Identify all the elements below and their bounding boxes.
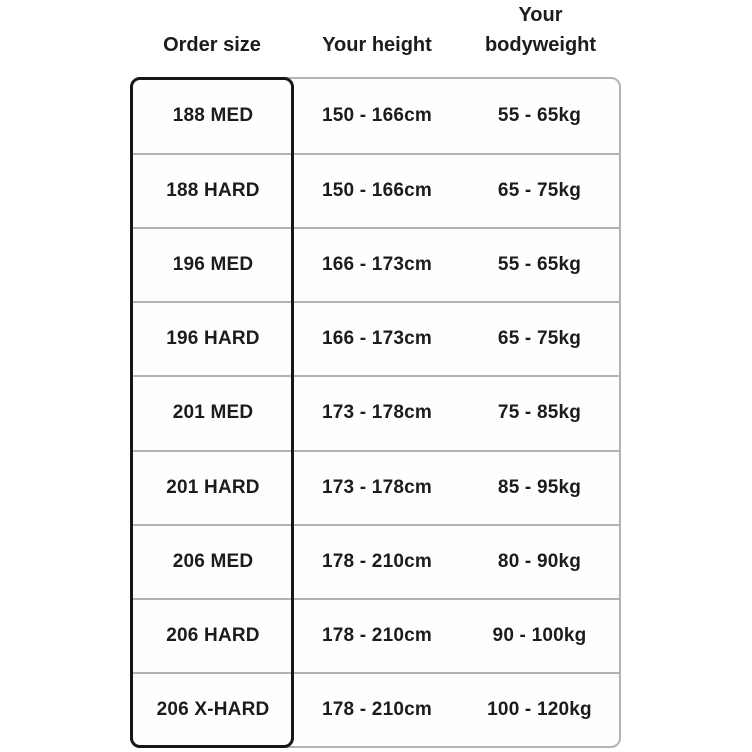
table-row bbox=[132, 672, 619, 746]
height-cell: 178 - 210cm bbox=[322, 698, 432, 720]
height-cell: 150 - 166cm bbox=[322, 105, 432, 127]
bodyweight-cell: 65 - 75kg bbox=[497, 180, 582, 202]
bodyweight-cell: 100 - 120kg bbox=[487, 698, 592, 720]
order-size-cell: 201 MED bbox=[172, 402, 254, 424]
order-size-cell: 188 MED bbox=[172, 105, 254, 127]
header-your-height bbox=[294, 30, 460, 62]
table-row bbox=[132, 524, 619, 598]
height-cell: 166 - 173cm bbox=[322, 254, 432, 276]
table-row bbox=[132, 450, 619, 524]
height-cell: 178 - 210cm bbox=[322, 550, 432, 572]
header-order-size bbox=[130, 30, 294, 62]
order-size-cell: 196 HARD bbox=[166, 328, 260, 350]
height-cell: 178 - 210cm bbox=[322, 624, 432, 646]
table-row bbox=[132, 153, 619, 227]
bodyweight-cell: 55 - 65kg bbox=[497, 254, 582, 276]
bodyweight-cell: 80 - 90kg bbox=[497, 550, 582, 572]
order-size-cell: 201 HARD bbox=[166, 476, 260, 498]
bodyweight-cell: 55 - 65kg bbox=[497, 105, 582, 127]
order-size-cell: 196 MED bbox=[172, 254, 254, 276]
bodyweight-cell: 85 - 95kg bbox=[497, 476, 582, 498]
order-size-cell: 206 MED bbox=[172, 550, 254, 572]
header-your-bodyweight bbox=[460, 0, 621, 62]
order-size-cell: 188 HARD bbox=[166, 180, 260, 202]
table-row bbox=[132, 227, 619, 301]
order-size-cell: 206 X-HARD bbox=[156, 698, 270, 720]
bodyweight-cell: 75 - 85kg bbox=[497, 402, 582, 424]
bodyweight-cell: 65 - 75kg bbox=[497, 328, 582, 350]
order-size-cell: 206 HARD bbox=[166, 624, 260, 646]
header-your-bodyweight-label: Your bodyweight bbox=[484, 4, 597, 56]
table-row bbox=[132, 598, 619, 672]
table-header-row bbox=[130, 0, 621, 57]
table-row bbox=[132, 79, 619, 153]
height-cell: 166 - 173cm bbox=[322, 328, 432, 350]
height-cell: 150 - 166cm bbox=[322, 180, 432, 202]
bodyweight-cell: 90 - 100kg bbox=[492, 624, 587, 646]
height-cell: 173 - 178cm bbox=[322, 402, 432, 424]
table-row bbox=[132, 375, 619, 449]
header-order-size-label: Order size bbox=[163, 34, 261, 56]
header-your-height-label: Your height bbox=[322, 34, 432, 56]
table-row bbox=[132, 301, 619, 375]
size-table bbox=[130, 77, 621, 748]
height-cell: 173 - 178cm bbox=[322, 476, 432, 498]
